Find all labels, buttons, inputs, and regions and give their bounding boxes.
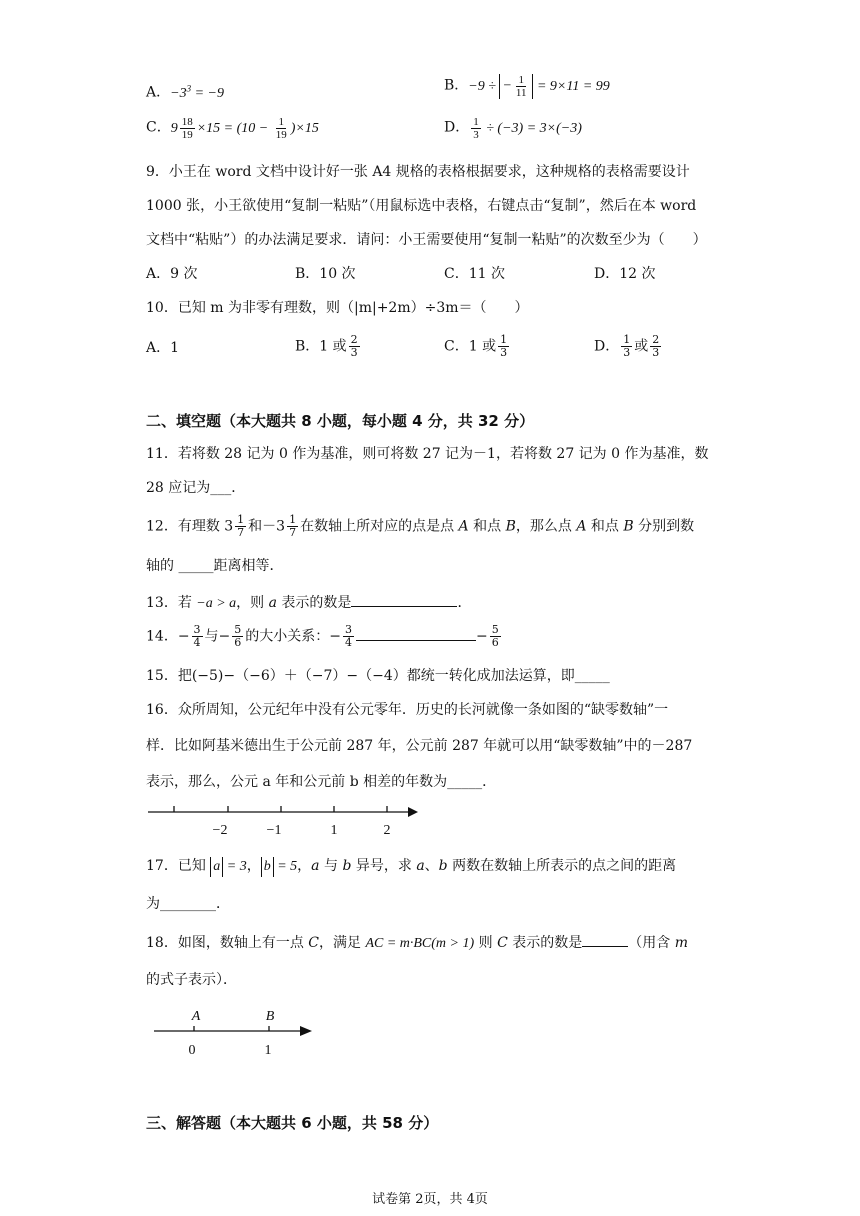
q14: 14．− $\frac{3}{4}$ 与− $\frac{5}{6}$ 的大小关系：− $\frac{3}{4}$ − $\frac{5}{6}$ xyxy=(146,623,499,649)
q16-line1: 16．众所周知，公元纪年中没有公元零年．历史的长河就像一条如图的“缺零数轴”一 xyxy=(146,702,669,718)
q8-option-c: C．9 $\frac{18}{19}$ ×15 = (10 − $\frac{1}{19}$ )×15 xyxy=(146,116,319,141)
q17-line1: 17．已知 a = 3， b = 5，a 与 b 异号，求 a、b 两数在数轴上所表示的点之间的距离 xyxy=(146,856,676,877)
q16-tick-label-1: 1 xyxy=(330,823,338,838)
q18-tick-label-1: 1 xyxy=(264,1043,272,1058)
q11-line1: 11．若将数 28 记为 0 作为基准，则可将数 27 记为－1，若将数 27 记为 0 作为基准，数 xyxy=(146,446,709,462)
q18-tick-label-0: 0 xyxy=(188,1043,196,1058)
q15: 15．把(−5)−（−6）＋（−7）−（−4）都统一转化成加法运算，即_____ xyxy=(146,668,610,684)
q8-option-a: A．$-3^3 = -9$ xyxy=(146,83,224,101)
q9-option-c: C．11 次 xyxy=(444,266,505,282)
q12-line2: 轴的 _____距离相等． xyxy=(146,558,284,574)
q18-point-b-label: B xyxy=(265,1009,275,1024)
section3-heading: 三、解答题（本大题共 6 小题，共 58 分） xyxy=(146,1114,439,1132)
q9-option-a: A．9 次 xyxy=(146,266,198,282)
q9-line2: 1000 张，小王欲使用“复制一粘贴”（用鼠标选中表格，右键点击“复制”，然后在本 word xyxy=(146,198,697,214)
q9-option-d: D．12 次 xyxy=(594,266,656,282)
q17-line2: 为________． xyxy=(146,896,230,912)
q16-tick-label-2: 2 xyxy=(383,823,391,838)
q9-line1: 9．小王在 word 文档中设计好一张 A4 规格的表格根据要求，这种规格的表格需要设计 xyxy=(146,164,690,180)
q10-option-c: C．1 或 $\frac{1}{3}$ xyxy=(444,333,508,359)
q16-tick-label-neg2: −2 xyxy=(212,823,228,838)
q8-option-d: D． $\frac{1}{3}$ ÷ (−3) = 3×(−3) xyxy=(444,116,582,141)
q18-line1: 18．如图，数轴上有一点 C，满足 AC = m·BC(m > 1) 则 C 表示的数是 （用含 m xyxy=(146,932,688,954)
q10-option-d: D． $\frac{1}{3}$ 或 $\frac{2}{3}$ xyxy=(594,333,660,359)
q11-line2: 28 应记为___． xyxy=(146,480,246,496)
q10-stem: 10．已知 m 为非零有理数，则（|m|+2m）÷3m＝（ ） xyxy=(146,300,529,316)
q12-line1: 12．有理数 3 $\frac{1}{7}$ 和－3 $\frac{1}{7}$ 在数轴上所对应的点是点 A 和点 B，那么点 A 和点 B 分别到数 xyxy=(146,513,695,539)
q16-line2: 样．比如阿基米德出生于公元前 287 年，公元前 287 年就可以用“缺零数轴”中的－287 xyxy=(146,738,693,754)
q18-number-line xyxy=(148,1002,318,1062)
q10-option-b: B．1 或 $\frac{2}{3}$ xyxy=(295,333,358,359)
section2-heading: 二、填空题（本大题共 8 小题，每小题 4 分，共 32 分） xyxy=(146,412,535,430)
q16-number-line xyxy=(140,798,430,844)
q9-option-b: B．10 次 xyxy=(295,266,356,282)
q9-line3: 文档中“粘贴”）的办法满足要求．请问：小王需要使用“复制一粘贴”的次数至少为（ ） xyxy=(146,232,707,248)
q8-option-b: B．−9 ÷ − $\frac{1}{11}$ = 9×11 = 99 xyxy=(444,74,610,99)
page-footer: 试卷第 2页，共 4页 xyxy=(372,1192,488,1207)
q16-tick-label-neg1: −1 xyxy=(266,823,282,838)
q18-line2: 的式子表示）． xyxy=(146,972,237,988)
q18-point-a-label: A xyxy=(191,1009,201,1024)
q10-option-a: A．1 xyxy=(146,340,180,356)
q16-line3: 表示，那么，公元 a 年和公元前 b 相差的年数为_____． xyxy=(146,774,497,790)
q13: 13．若 −a > a，则 a 表示的数是 ． xyxy=(146,592,471,614)
